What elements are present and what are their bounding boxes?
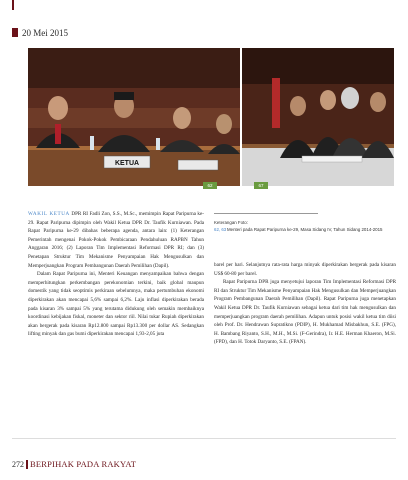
- photo-caption: [214, 219, 394, 233]
- ketua-placard: KETUA: [114, 160, 140, 167]
- body-column-left: [28, 210, 204, 339]
- paragraph-1: DPR RI Fadli Zon, S.S., M.Sc., memimpin Rapat Paripurna ke-29. Rapat Paripurna dipimpin oleh Wakil Ketua DPR Dr. Taufik Kurniawan. Pada Rapat Paripurna ke-29 dibahas beberapa agenda, antara lain: (1) Keterangan Pemerintah mengenai Pokok-Pokok Pembicaraan Pendahuluan RAPBN Tahun Anggaran 2016; (2) Laporan Tim Implementasi Reformasi DPR RI; dan (3) Penetapan Struktur Tim Mekanisme Penyampaian Hak Mengusulkan dan Memperjuangkan Program Pembangunan Daerah Pemilihan (Dapil).: [28, 211, 204, 269]
- photo-number-right: 67: [254, 182, 268, 189]
- photo-plenary-handshake: [242, 48, 394, 186]
- paragraph-2: Dalam Rapat Paripurna ini, Menteri Keuangan menyampaikan bahwa dengan memperhitungkan perkembangan perekonomian terkini, baik global maupun domestik yang tidak seoptimis perkiraan sebelumnya, maka pertumbuhan ekonomi diperkirakan akan mencapai 5,6% sampai 6,2%. Laju inflasi diperkirakan berada pada kisaran 3% sampai 5% yang terutama didukung oleh semakin membaiknya koordinasi kebijakan fiskal, moneter dan sektor riil. Nilai tukar Rupiah diperkirakan akan bergerak pada kisaran Rp12.800 sampai Rp13.300 per dollar AS. Sedangkan lifting minyak dan gas bumi diperkirakan mencapai 1,93-2,05 juta: [28, 271, 204, 338]
- footer-divider: [12, 438, 396, 439]
- body-column-right: [214, 261, 396, 347]
- publication-title: BERPIHAK PADA RAKYAT: [30, 459, 137, 469]
- caption-divider: [214, 213, 318, 214]
- caption-photo-ref: 62, 63: [214, 227, 227, 232]
- paragraph-3: barel per hari. Selanjutnya rata-rata harga minyak diperkirakan bergerak pada kisaran US$ 60-80 per barel.: [214, 262, 396, 277]
- lead-in: WAKIL KETUA: [28, 211, 70, 217]
- paragraph-4: Rapat Paripurna DPR juga menyetujui laporan Tim Implementasi Reformasi DPR RI dan Struktur Tim Mekanisme Penyampaian Hak Mengusulkan dan Memperjuangkan Program Pembangunan Daerah Pemilihan (Dapil). Rapat Paripurna juga menetapkan Wakil Ketua DPR Dr. Taufik Kurniawan sebagai ketua dari tim hak mengusulkan dan memperjuangkan program daerah pemilihan. Adapun untuk posisi wakil ketua tim diisi oleh Prof. Dr. Hendrawan Supratikno (PDIP), H. Mukhamad Misbakhun, S.E. (FPG), H. Bambang Riyanto, S.H., M.H., M.Si. (F-Gerindra), Ir. H.E. Herman Khaeron, M.Si. (FPD), dan H. Totok Daryanto, S.E. (FPAN).: [214, 279, 396, 346]
- date-marker: [12, 28, 18, 37]
- caption-title: Keterangan Foto:: [214, 220, 248, 225]
- photo-plenary-leaders: [28, 48, 240, 186]
- footer-separator: [26, 460, 28, 469]
- page-number: 272: [12, 460, 24, 469]
- issue-date: 20 Mei 2015: [22, 28, 68, 38]
- header-accent-bar: [12, 0, 14, 10]
- photo-number-left: 62: [203, 182, 217, 189]
- caption-text: Menteri pada Rapat Paripurna ke-29, Masa Sidang IV, Tahun Sidang 2014-2015: [227, 227, 383, 232]
